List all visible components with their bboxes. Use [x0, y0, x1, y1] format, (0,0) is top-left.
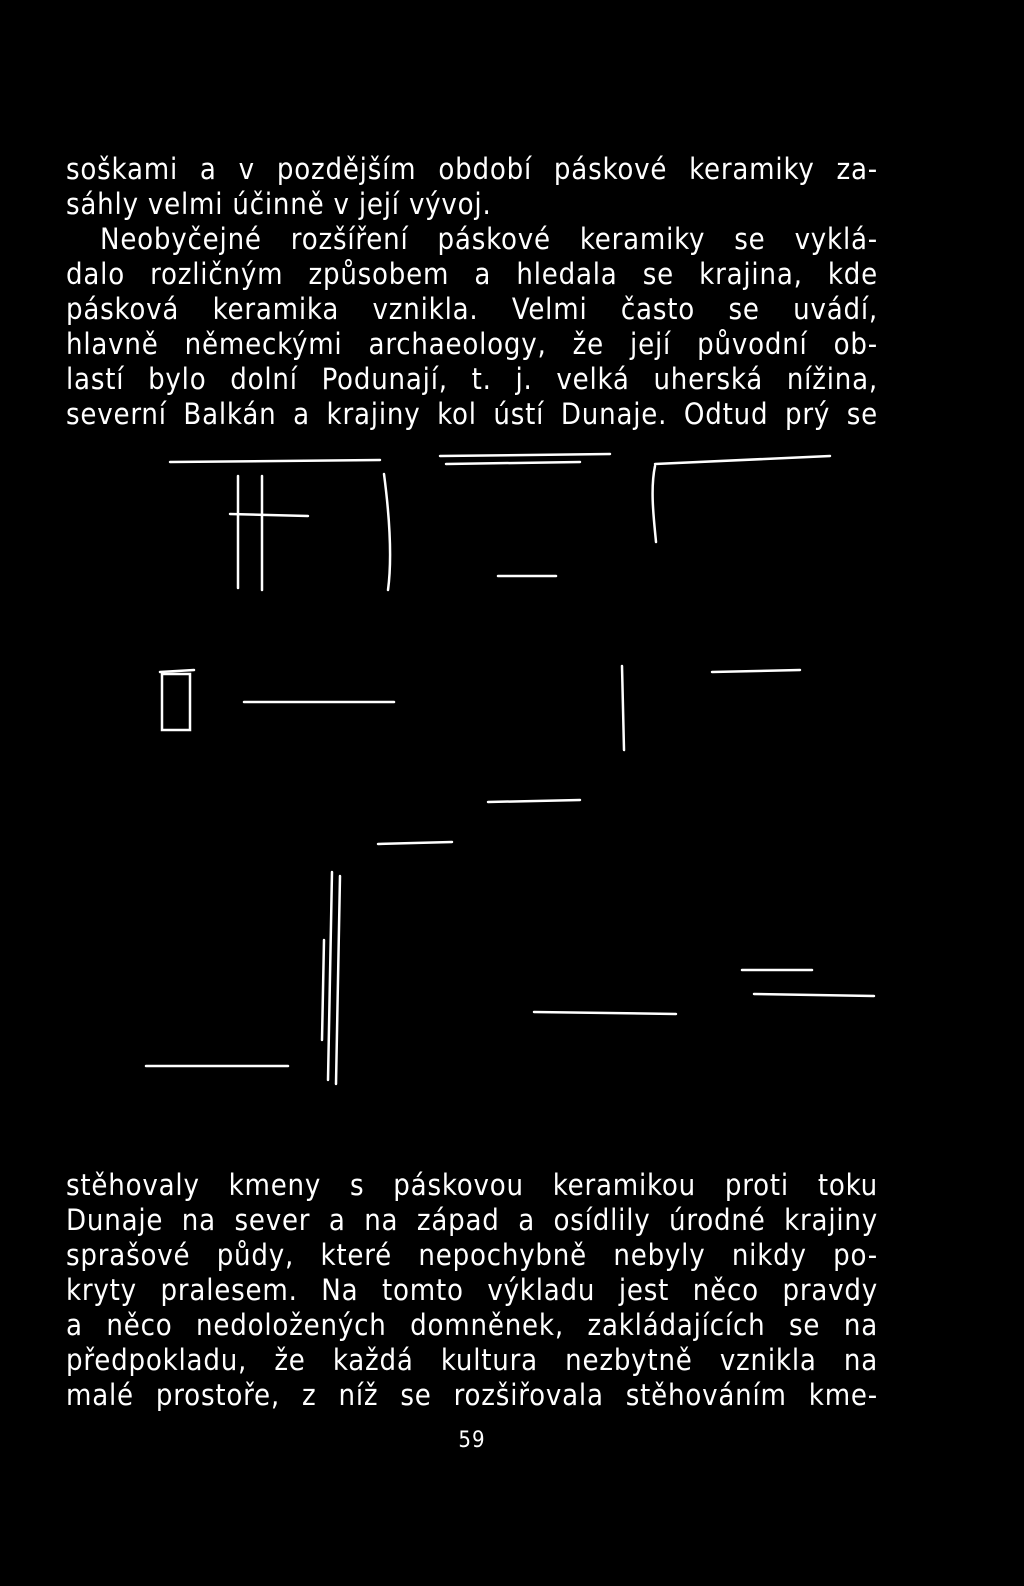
- illustration-stroke: [534, 1012, 676, 1014]
- text-line: stěhovaly kmeny s páskovou keramikou proti toku: [66, 1168, 878, 1202]
- text-line: a něco nedoložených domněnek, zakládajících se na: [66, 1308, 878, 1342]
- text-line: dalo rozličným způsobem a hledala se krajina, kde: [66, 257, 878, 291]
- text-line: sprašové půdy, které nepochybně nebyly nikdy po-: [66, 1238, 878, 1272]
- illustration-stroke: [622, 666, 624, 750]
- illustration-stroke: [160, 670, 194, 672]
- text-line: pásková keramika vznikla. Velmi často se uvádí,: [66, 292, 878, 326]
- illustration-stroke: [440, 454, 610, 456]
- illustration-stroke: [712, 670, 800, 672]
- illustration-stroke: [754, 994, 874, 996]
- text-line: soškami a v pozdějším období páskové keramiky za-: [66, 152, 878, 186]
- text-line: Dunaje na sever a na západ a osídlily úrodné krajiny: [66, 1203, 878, 1237]
- text-line: hlavně německými archaeology, že její původní ob-: [66, 327, 878, 361]
- page-number: 59: [458, 1428, 486, 1453]
- illustration-stroke: [653, 466, 656, 542]
- illustration-stroke: [322, 940, 324, 1040]
- text-line: Neobyčejné rozšíření páskové keramiky se vyklá-: [100, 222, 878, 256]
- text-line: malé prostoře, z níž se rozšiřovala stěhováním kme-: [66, 1378, 878, 1412]
- text-line: sáhly velmi účinně v její vývoj.: [66, 187, 492, 221]
- illustration-stroke: [170, 460, 380, 462]
- illustration-stroke: [230, 514, 308, 516]
- illustration-stroke: [336, 876, 340, 1084]
- illustration-stroke: [488, 800, 580, 802]
- illustration-stroke: [162, 674, 190, 730]
- illustration-stroke: [328, 872, 332, 1080]
- illustration-stroke: [655, 456, 830, 464]
- text-line: kryty pralesem. Na tomto výkladu jest něco pravdy: [66, 1273, 878, 1307]
- text-line: lastí bylo dolní Podunají, t. j. velká uherská nížina,: [66, 362, 878, 396]
- faded-illustration: [0, 440, 1024, 1100]
- bottom-text-block: [66, 1168, 878, 1413]
- text-line: předpokladu, že každá kultura nezbytně vznikla na: [66, 1343, 878, 1377]
- text-line: severní Balkán a krajiny kol ústí Dunaje. Odtud prý se: [66, 397, 878, 431]
- illustration-stroke: [384, 474, 390, 590]
- illustration-stroke: [378, 842, 452, 844]
- top-text-block: [66, 152, 878, 432]
- illustration-stroke: [446, 462, 580, 464]
